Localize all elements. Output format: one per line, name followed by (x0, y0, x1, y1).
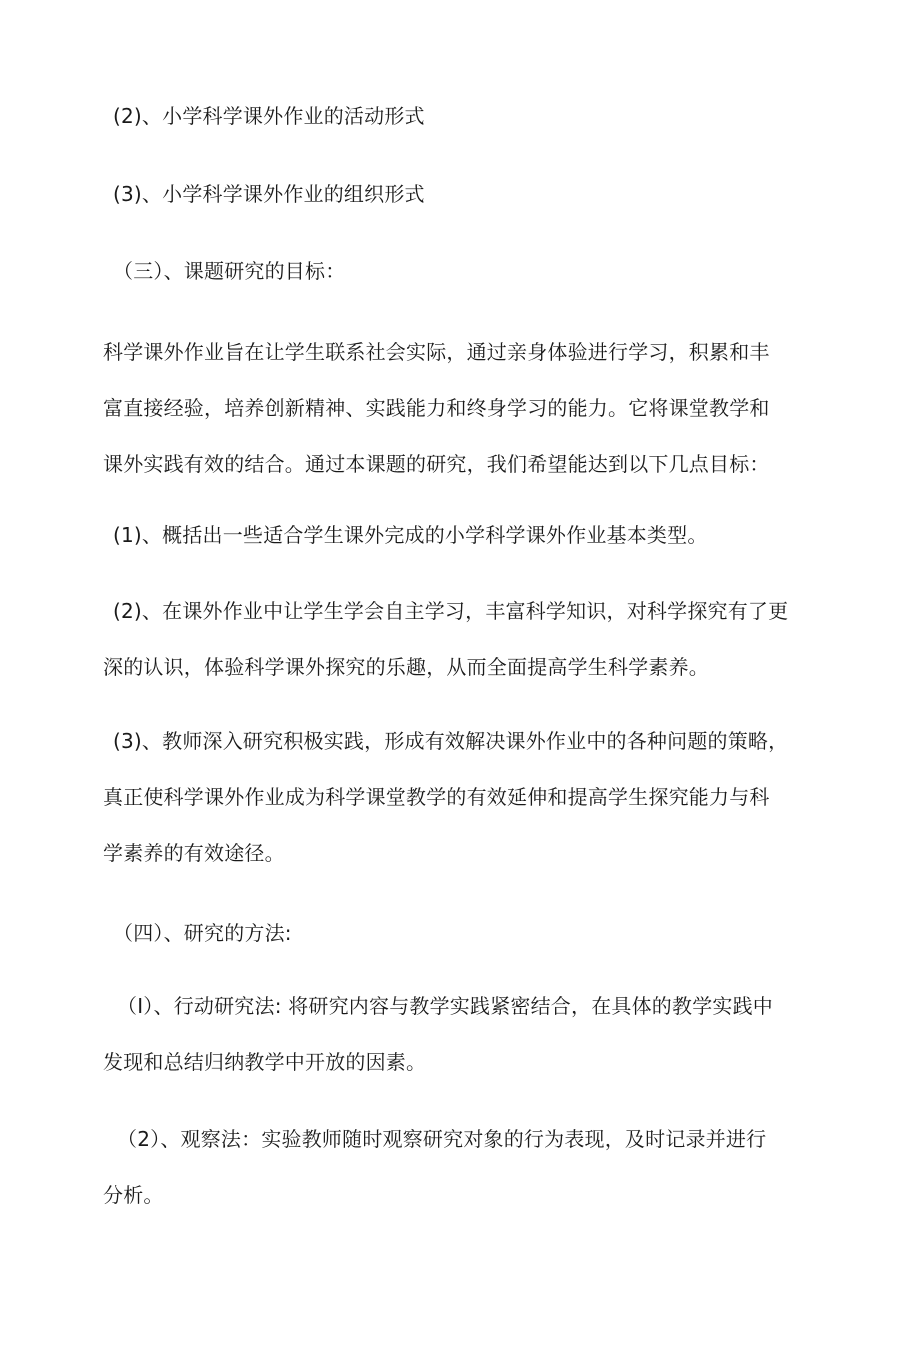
outline-item-activity-form (103, 88, 838, 144)
method-action-research (103, 978, 842, 1090)
text-line: (3)、教师深入研究积极实践，形成有效解决课外作业中的各种问题的策略， (113, 729, 789, 753)
method-observation (103, 1111, 842, 1223)
text-line: （2）、观察法：实验教师随时观察研究对象的行为表现，及时记录并进行 (117, 1127, 767, 1151)
goal-item-1 (103, 507, 838, 563)
text-line: 深的认识，体验科学课外探究的乐趣，从而全面提高学生科学素养。 (103, 655, 709, 679)
text-line: （三）、课题研究的目标： (113, 259, 346, 283)
text-line: (2)、在课外作业中让学生学会自主学习，丰富科学知识，对科学探究有了更 (113, 599, 789, 623)
goal-item-3 (103, 713, 838, 881)
section-heading-methods (103, 905, 838, 961)
text-line: 真正使科学课外作业成为科学课堂教学的有效延伸和提高学生探究能力与科 (103, 785, 770, 809)
text-line: （四）、研究的方法: (113, 921, 292, 945)
text-line: 科学课外作业旨在让学生联系社会实际，通过亲身体验进行学习，积累和丰 (103, 340, 770, 364)
text-line: 发现和总结归纳教学中开放的因素。 (103, 1050, 427, 1074)
text-line: 学素养的有效途径。 (103, 841, 285, 865)
text-line: 分析。 (103, 1183, 164, 1207)
goal-item-2 (103, 583, 838, 695)
text-line: (3)、小学科学课外作业的组织形式 (113, 182, 425, 206)
outline-item-organization-form (103, 166, 838, 222)
text-line: (2)、小学科学课外作业的活动形式 (113, 104, 425, 128)
section-heading-goals (103, 243, 838, 299)
goals-intro-paragraph (103, 324, 828, 492)
text-line: 课外实践有效的结合。通过本课题的研究，我们希望能达到以下几点目标： (103, 452, 770, 476)
text-line: （I）、行动研究法: 将研究内容与教学实践紧密结合，在具体的教学实践中 (117, 994, 773, 1018)
text-line: (1)、概括出一些适合学生课外完成的小学科学课外作业基本类型。 (113, 523, 708, 547)
text-line: 富直接经验，培养创新精神、实践能力和终身学习的能力。它将课堂教学和 (103, 396, 770, 420)
